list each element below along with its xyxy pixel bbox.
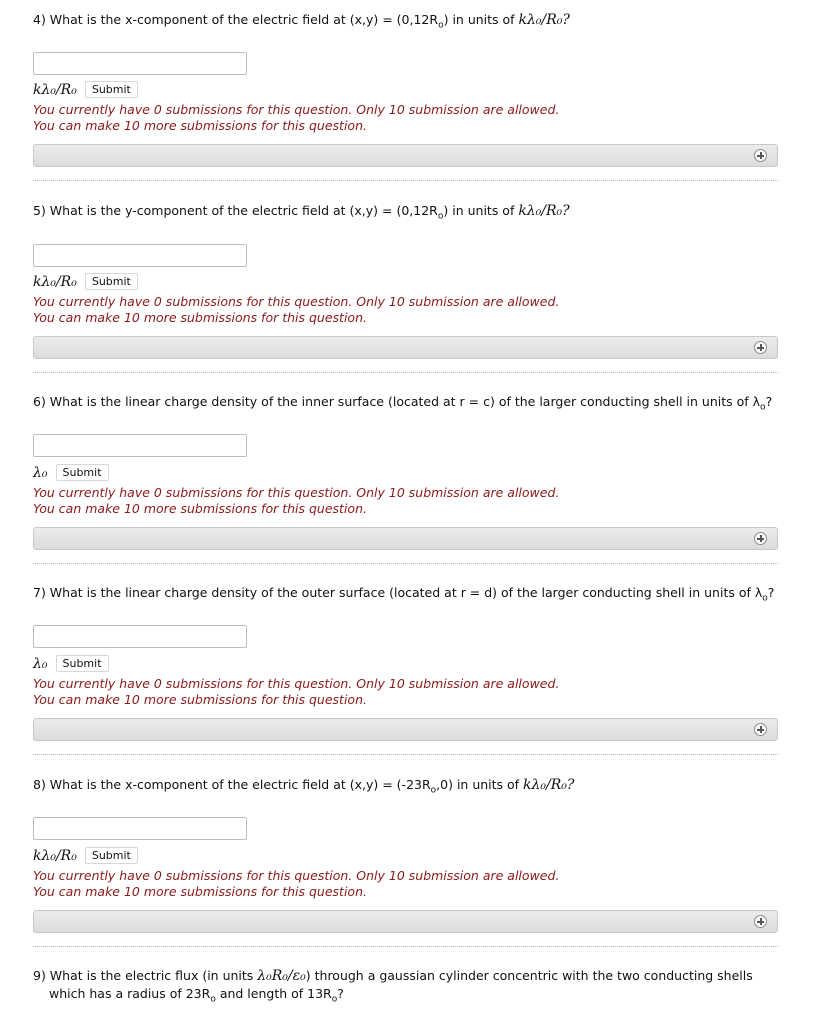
question-4-text: 4) What is the x-component of the electric field at $(x,y) = (0,12R_o)$ in units of kλ₀/R₀?	[33, 12, 570, 31]
question-9-text: 9) What is the electric flux (in units λ₀R₀/ε₀) through a gaussian cylinder concentric with the two conducting shells which has a radius of $23R_o$ and length of $13R_o$?	[33, 968, 753, 1005]
submit-button-4[interactable]: Submit	[85, 81, 138, 98]
divider	[33, 372, 778, 373]
plus-icon[interactable]	[754, 915, 767, 928]
submission-status-7: You currently have 0 submissions for this question. Only 10 submission are allowed. You can make 10 more submissions for this question.	[33, 676, 560, 707]
answer-input-8[interactable]	[33, 817, 247, 840]
unit-label-6: λ₀	[33, 464, 48, 481]
divider	[33, 563, 778, 564]
question-6-text: 6) What is the linear charge density of the inner surface (located at r = c) of the larger conducting shell in units of $\lambda_o$?	[33, 394, 773, 413]
submission-status-6: You currently have 0 submissions for this question. Only 10 submission are allowed. You can make 10 more submissions for this question.	[33, 485, 560, 516]
plus-icon[interactable]	[754, 723, 767, 736]
unit-label-5: kλ₀/R₀	[33, 273, 77, 290]
question-7-text: 7) What is the linear charge density of the outer surface (located at r = d) of the larger conducting shell in units of $\lambda_o$?	[33, 585, 775, 604]
submit-button-6[interactable]: Submit	[56, 464, 109, 481]
submission-status-4: You currently have 0 submissions for this question. Only 10 submission are allowed. You can make 10 more submissions for this question.	[33, 102, 560, 133]
expand-bar-6[interactable]	[33, 527, 778, 550]
submit-button-5[interactable]: Submit	[85, 273, 138, 290]
expand-bar-7[interactable]	[33, 718, 778, 741]
question-5-text: 5) What is the y-component of the electric field at $(x,y) = (0,12R_o)$ in units of kλ₀/R₀?	[33, 203, 570, 222]
answer-input-6[interactable]	[33, 434, 247, 457]
answer-input-5[interactable]	[33, 244, 247, 267]
submit-button-7[interactable]: Submit	[56, 655, 109, 672]
divider	[33, 946, 778, 947]
divider	[33, 180, 778, 181]
submission-status-5: You currently have 0 submissions for this question. Only 10 submission are allowed. You can make 10 more submissions for this question.	[33, 294, 560, 325]
expand-bar-8[interactable]	[33, 910, 778, 933]
unit-label-7: λ₀	[33, 655, 48, 672]
expand-bar-4[interactable]	[33, 144, 778, 167]
plus-icon[interactable]	[754, 341, 767, 354]
expand-bar-5[interactable]	[33, 336, 778, 359]
answer-input-4[interactable]	[33, 52, 247, 75]
plus-icon[interactable]	[754, 532, 767, 545]
unit-label-8: kλ₀/R₀	[33, 847, 77, 864]
divider	[33, 754, 778, 755]
submission-status-8: You currently have 0 submissions for this question. Only 10 submission are allowed. You can make 10 more submissions for this question.	[33, 868, 560, 899]
submit-button-8[interactable]: Submit	[85, 847, 138, 864]
plus-icon[interactable]	[754, 149, 767, 162]
answer-input-7[interactable]	[33, 625, 247, 648]
question-8-text: 8) What is the x-component of the electric field at $(x,y) = (-23R_o,0)$ in units of kλ₀/R₀?	[33, 777, 575, 796]
unit-label-4: kλ₀/R₀	[33, 81, 77, 98]
